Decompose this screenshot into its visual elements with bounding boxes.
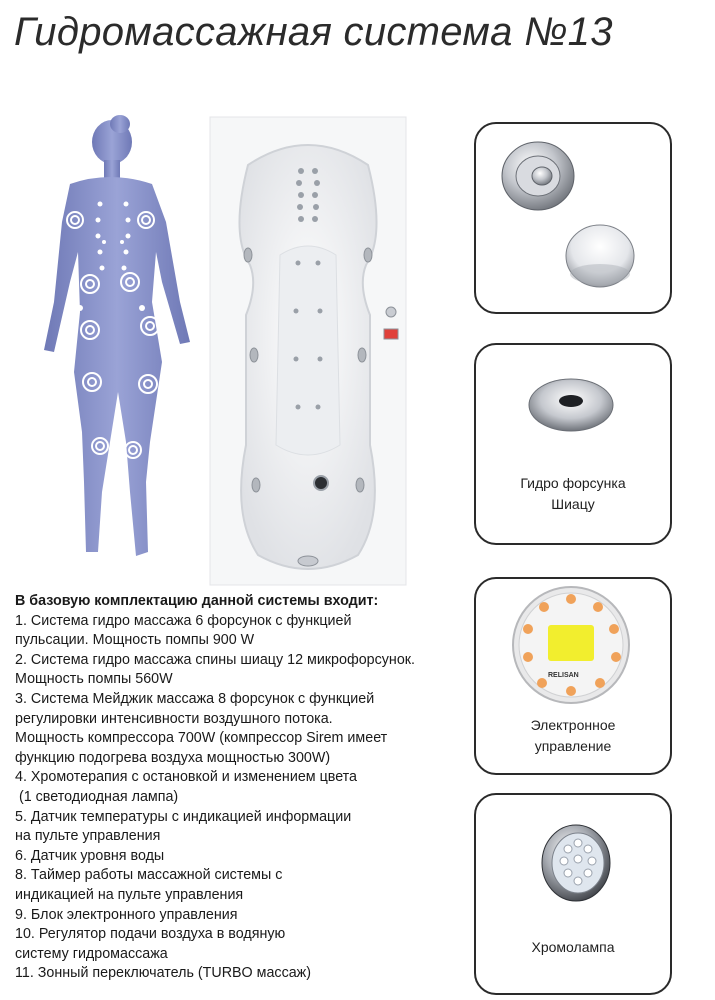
feature-line: 2. Система гидро массажа спины шиацу 12 микрофорсунок. [15, 651, 415, 668]
feature-line: регулировки интенсивности воздушного потока. [15, 710, 333, 727]
shiatsu-nozzle-image [476, 345, 670, 465]
features-heading: В базовую комплектацию данной системы входит: [15, 593, 379, 609]
feature-line: 11. Зонный переключатель (TURBO массаж) [15, 965, 311, 982]
feature-line: на пульте управления [15, 828, 161, 845]
control-panel-card [474, 577, 672, 775]
feature-line: Мощность компрессора 700W (компрессор Sirem имеет [15, 730, 388, 747]
feature-line: систему гидромассажа [15, 945, 168, 962]
feature-line: пульсации. Мощность помпы 900 W [15, 632, 255, 649]
control-brand-text: RELISAN [548, 672, 579, 679]
shiatsu-nozzle-card [474, 343, 672, 545]
feature-line: (1 светодиодная лампа) [15, 788, 179, 805]
jet-nozzles-card [474, 122, 672, 314]
feature-line: Мощность помпы 560W [15, 671, 173, 688]
chromolamp-label: Хромолампа [531, 939, 615, 955]
page-title: Гидромассажная система №13 [14, 10, 613, 54]
features-list [15, 592, 470, 984]
shiatsu-nozzle-label: Гидро форсунка Шиацу [520, 475, 626, 512]
chromolamp-image [476, 795, 670, 935]
feature-line: 10. Регулятор подачи воздуха в водяную [15, 926, 286, 943]
feature-line: 9. Блок электронного управления [15, 906, 238, 923]
jet-nozzle-image [476, 124, 670, 312]
feature-line: 1. Система гидро массажа 6 форсунок с функцией [15, 612, 352, 629]
feature-line: 4. Хромотерапия с остановкой и изменением цвета [15, 769, 358, 786]
feature-line: индикацией на пульте управления [15, 886, 244, 903]
feature-line: 6. Датчик уровня воды [15, 847, 165, 864]
control-panel-image [476, 579, 670, 709]
bathtub-image [208, 115, 408, 587]
feature-line: 8. Таймер работы массажной системы с [15, 867, 283, 884]
chromolamp-card [474, 793, 672, 995]
silhouette-image [40, 112, 200, 567]
feature-line: 3. Система Мейджик массажа 8 форсунок с функцией [15, 690, 375, 707]
feature-line: функцию подогрева воздуха мощностью 300W) [15, 749, 331, 766]
control-panel-label: Электронное управление [530, 717, 616, 754]
feature-line: 5. Датчик температуры с индикацией информации [15, 808, 352, 825]
